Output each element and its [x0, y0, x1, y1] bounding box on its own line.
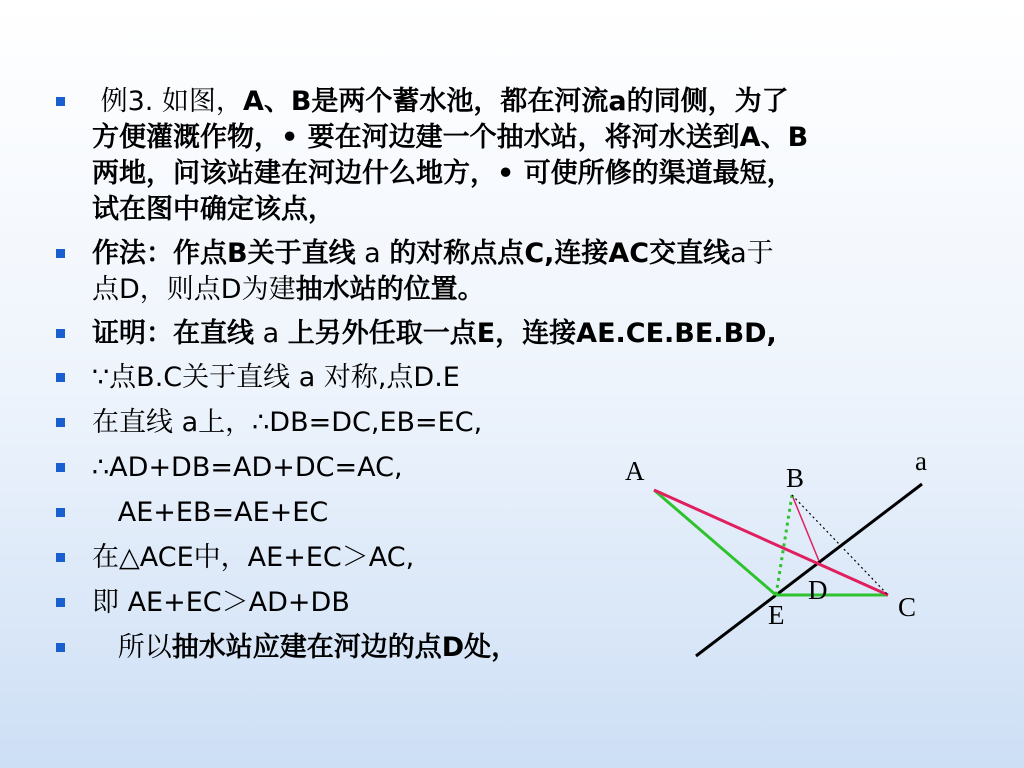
bullet-marker-icon	[56, 329, 65, 338]
bullet-marker-icon	[56, 598, 65, 607]
bullet-line	[92, 120, 980, 156]
text-run: AE+EB=AE+EC	[92, 497, 329, 528]
bullet-marker-icon	[56, 373, 65, 382]
text-run: 所以	[92, 632, 172, 663]
segment-ac	[654, 490, 888, 595]
point-label-d: D	[808, 575, 828, 605]
text-run: 连接	[554, 238, 609, 269]
bullet-item	[50, 360, 980, 396]
text-run: 的对称点点	[389, 238, 525, 269]
river-line-a	[696, 484, 922, 656]
bullet-line	[92, 272, 980, 308]
text-run: 抽水站应建在河边的点	[171, 632, 442, 663]
text-run: A、B	[242, 86, 312, 117]
geometry-diagram	[610, 440, 940, 670]
text-run: 在直线 a上，∴DB=DC,EB=EC,	[92, 407, 483, 438]
text-run: A、B	[739, 122, 809, 153]
bullet-marker-icon	[56, 97, 65, 106]
bullet-line	[92, 405, 980, 441]
text-run: ，连接	[495, 318, 577, 349]
bullet-item	[50, 405, 980, 441]
bullet-marker-icon	[56, 643, 65, 652]
text-run: 交直线	[649, 238, 731, 269]
point-label-e: E	[768, 600, 785, 630]
text-run: AE.CE.BE.BD,	[576, 318, 777, 349]
bullet-marker-icon	[56, 418, 65, 427]
text-run: AC	[608, 238, 650, 269]
text-run: E	[476, 318, 496, 349]
text-run: 是两个蓄水池，都在河流	[311, 86, 609, 117]
text-run: 即 AE+EC＞AD+DB	[92, 587, 350, 618]
bullet-line	[92, 360, 980, 396]
text-run: 作法：作点	[92, 238, 227, 269]
point-label-c: C	[898, 592, 917, 622]
text-run: 关于直线	[247, 238, 356, 269]
text-run: ∴AD+DB=AD+DC=AC,	[92, 452, 403, 483]
text-run: 两地，问该站建在河边什么地方，• 可使所修的渠道最短，	[92, 158, 794, 189]
text-run: a	[355, 238, 390, 269]
text-run: 点D，则点D为建	[92, 274, 296, 305]
bullet-line	[92, 84, 980, 120]
bullet-marker-icon	[56, 463, 65, 472]
segment-bd	[792, 495, 819, 561]
line-label-a: a	[915, 446, 927, 476]
bullet-item	[50, 236, 980, 308]
text-run: 处，	[464, 632, 519, 663]
bullet-marker-icon	[56, 553, 65, 562]
text-run: 证明：在直线	[92, 318, 254, 349]
bullet-item	[50, 84, 980, 228]
bullet-marker-icon	[56, 249, 65, 258]
bullet-line	[92, 192, 980, 228]
text-run: 试在图中确定该点，	[92, 194, 335, 225]
bullet-marker-icon	[56, 508, 65, 517]
text-run: B	[227, 238, 248, 269]
text-run: a于	[730, 238, 774, 269]
point-label-b: B	[786, 463, 805, 493]
text-run: 方便灌溉作物，	[92, 122, 281, 153]
point-label-a: A	[625, 456, 645, 486]
text-run: ∵点B.C关于直线 a 对称,点D.E	[92, 362, 460, 393]
bullet-line	[92, 236, 980, 272]
bullet-item	[50, 316, 980, 352]
bullet-line	[92, 316, 980, 352]
text-run: 例3. 如图，	[92, 86, 243, 117]
text-run: D	[441, 632, 465, 663]
text-run: a	[608, 86, 627, 117]
text-run: 抽水站的位置。	[295, 274, 485, 305]
text-run: 在△ACE中，AE+EC＞AC,	[92, 542, 415, 573]
text-run: 的同侧，为了	[626, 86, 789, 117]
bullet-line	[92, 156, 980, 192]
text-run: C,	[524, 238, 555, 269]
text-run: a	[254, 318, 288, 349]
text-run: • 要在河边建一个抽水站，将河水送到	[281, 122, 740, 153]
text-run: 上另外任取一点	[287, 318, 477, 349]
segment-ae	[654, 490, 776, 595]
